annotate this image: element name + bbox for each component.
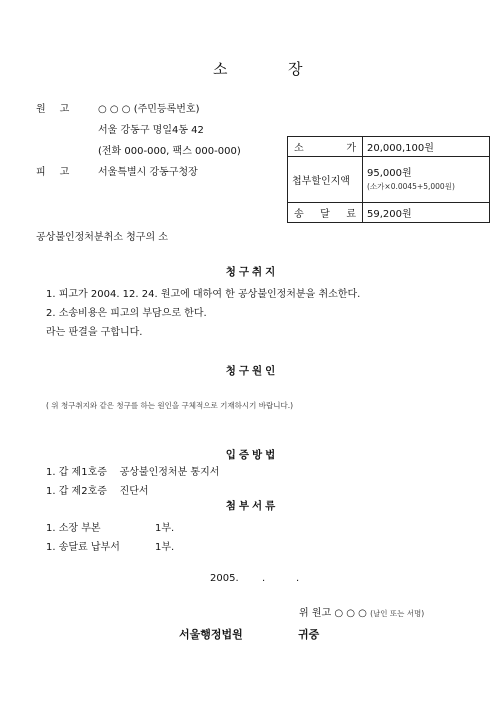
signer: 위 원고 ○ ○ ○ (299, 608, 367, 619)
date-year: 2005. (210, 573, 239, 584)
case-name: 공상불인정처분취소 청구의 소 (36, 232, 168, 243)
fee-label-stamp: 첩부할인지액 (288, 157, 363, 203)
fee-label-claim-value: 소 가 (288, 137, 363, 157)
attachment-item-2: 1. 송달료 납부서 (46, 542, 120, 553)
title-char-1: 소 (213, 60, 228, 78)
attachment-item-2-qty: 1부. (155, 542, 175, 553)
fee-row-stamp (288, 157, 490, 203)
plaintiff-label: 원 고 (36, 104, 70, 115)
attachment-item-1: 1. 소장 부본 (46, 523, 101, 534)
evidence-item-1: 1. 갑 제1호증 공상불인정처분 통지서 (46, 467, 220, 478)
claim-purpose-item-1: 1. 피고가 2004. 12. 24. 원고에 대하여 한 공상불인정처분을 취소한다. (46, 289, 361, 300)
addressee: 귀중 (298, 628, 320, 641)
evidence-heading: 입증방법 (225, 449, 279, 461)
fee-row-service (288, 203, 490, 223)
title-char-2: 장 (288, 60, 303, 78)
court-name: 서울행정법원 (179, 628, 243, 641)
signature-line (299, 604, 424, 619)
signer-note: (날인 또는 서명) (370, 609, 425, 618)
plaintiff-address: 서울 강동구 명일4동 42 (98, 125, 204, 136)
attachment-item-1-qty: 1부. (155, 523, 175, 534)
date-dot-month: . (262, 573, 266, 584)
fee-value-service: 59,200원 (363, 203, 490, 223)
fee-stamp-formula: (소가×0.0045+5,000원) (367, 181, 455, 191)
fee-table (287, 136, 490, 223)
fee-row-claim-value (288, 137, 490, 157)
fee-value-stamp: 95,000원 (소가×0.0045+5,000원) (363, 157, 490, 203)
defendant-label: 피 고 (36, 167, 70, 178)
evidence-item-2: 1. 갑 제2호증 진단서 (46, 486, 149, 497)
attachments-heading: 첨부서류 (225, 500, 279, 512)
plaintiff-name: ○ ○ ○ (주민등록번호) (98, 104, 200, 115)
fee-label-service: 송 달 료 (288, 203, 363, 223)
plaintiff-contact: (전화 000-000, 팩스 000-000) (98, 146, 241, 157)
date-dot-day: . (296, 573, 300, 584)
claim-purpose-closing: 라는 판결을 구합니다. (46, 327, 143, 338)
claim-cause-note: ( 위 청구취지와 같은 청구를 하는 원인을 구체적으로 기재하시기 바랍니다.) (46, 401, 294, 410)
claim-purpose-item-2: 2. 소송비용은 피고의 부담으로 한다. (46, 308, 207, 319)
claim-cause-heading: 청구원인 (225, 365, 279, 377)
defendant-name: 서울특별시 강동구청장 (98, 167, 198, 178)
claim-purpose-heading: 청구취지 (225, 266, 279, 278)
fee-value-claim-value: 20,000,100원 (363, 137, 490, 157)
